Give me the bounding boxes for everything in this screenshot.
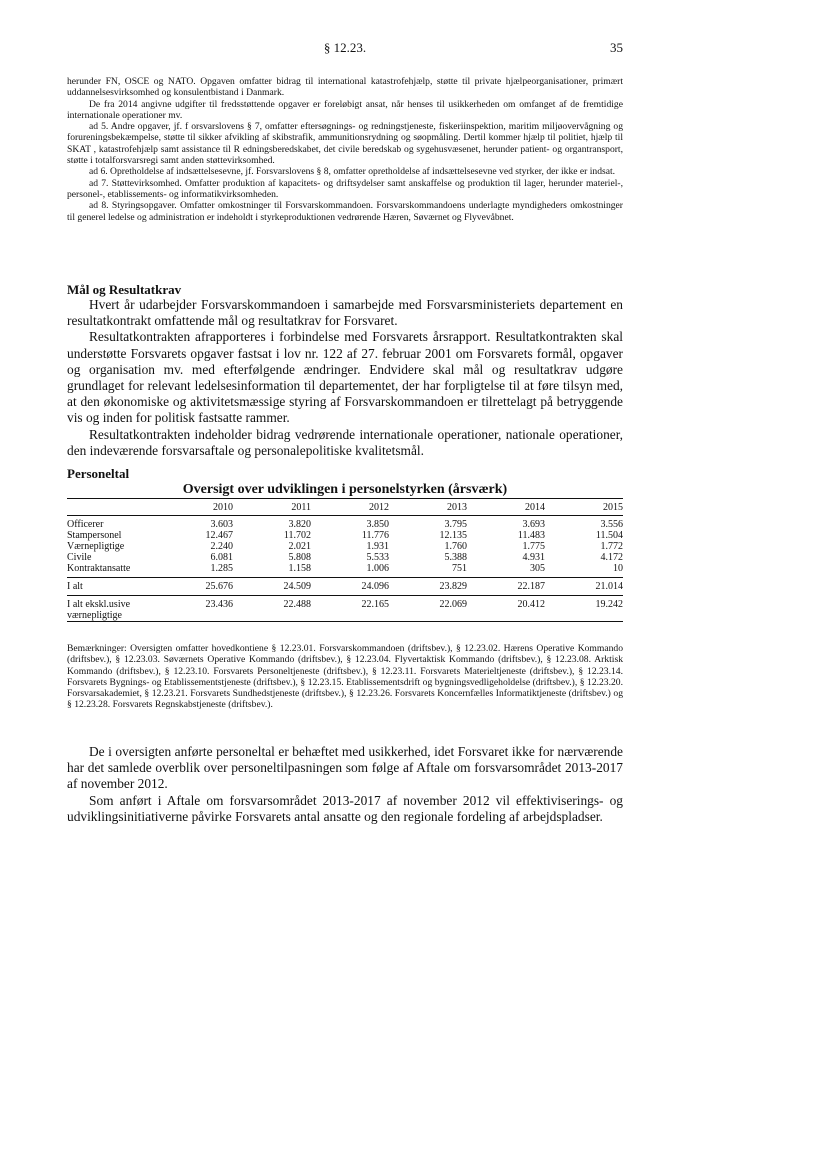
row-label: Stampersonel: [67, 530, 122, 541]
table-cell: 11.504: [595, 530, 623, 541]
table-title: Oversigt over udviklingen i personelstyrken (årsværk): [182, 482, 508, 497]
table-cell: 3.820: [288, 519, 311, 530]
table-cell: 25.676: [155, 578, 233, 596]
table-row: [67, 516, 623, 531]
table-row: [67, 563, 623, 578]
table-cell: 6.081: [210, 552, 233, 563]
personnel-table: [67, 498, 623, 622]
row-label-line: I alt ekskl.usive: [67, 599, 131, 610]
row-label: [67, 596, 155, 622]
table-row: [67, 541, 623, 552]
body-paragraph: Hvert år udarbejder Forsvarskommandoen i samarbejde med Forsvarsministeriets departement en resultatkontrakt omfattende mål og resultatkrav for Forsvaret.: [67, 297, 623, 329]
table-row: [67, 552, 623, 563]
row-label-line: værnepligtige: [67, 610, 122, 621]
table-cell: 5.533: [366, 552, 389, 563]
table-cell: 22.488: [233, 596, 311, 622]
total-excl-row: [67, 596, 623, 622]
intro-paragraph: ad 8. Styringsopgaver. Omfatter omkostninger til Forsvarskommandoen. Forsvarskommandoens underlagte myndigheders omkostninger til generel ledelse og administration er indeholdt i styrkeproduktionen vedrørende Hæren, Søværnet og Flyvevåbnet.: [67, 200, 623, 223]
body-paragraph: Som anført i Aftale om forsvarsområdet 2013-2017 af november 2012 vil effektiviserings- og udviklingsinitiativerne påvirke Forsvarets antal ansatte og den regionale fordeling af arbejdspladser.: [67, 792, 623, 824]
table-cell: 3.603: [210, 519, 233, 530]
body-paragraph: De i oversigten anførte personeltal er behæftet med usikkerhed, idet Forsvaret ikke for nærværende har det samlede overblik over personeltilpasningen som følge af Aftale om forsvarsområdet 2013-2017 af november 2012.: [67, 744, 623, 792]
year-header: 2012: [311, 499, 389, 516]
closing-body: [67, 744, 623, 825]
table-cell: 11.702: [283, 530, 311, 541]
table-cell: 4.172: [600, 552, 623, 563]
table-note: Bemærkninger: Oversigten omfatter hovedkontiene § 12.23.01. Forsvarskommandoen (driftsbev.), § 12.23.02. Hærens Operative Kommando (driftsbev.), § 12.23.03. Søværnets Operative Kommando (driftsbev.), § 12.23.04. Flyvertaktisk Kommando (driftsbev.), § 12.23.08. Arktisk Kommando (driftsbev.), § 12.23.10. Forsvarets Personeltjeneste (driftsbev.), § 12.23.11. Forsvarets Materieltjeneste (driftsbev.), § 12.23.14. Forsvarets Bygnings- og Etablissementstjeneste (driftsbev.), § 12.23.15. Etablissementsdrift og bygningsvedligeholdelse (driftsbev.), § 12.23.20. Forsvarsakademiet, § 12.23.21. Forsvarets Sundhedstjeneste (driftsbev.), § 12.23.26. Forsvarets Koncernfælles Informatiktjeneste (driftsbev.) og § 12.23.28. Forsvarets Regnskabstjeneste (driftsbev.).: [67, 643, 623, 711]
table-cell: 11.776: [361, 530, 389, 541]
total-row: [67, 578, 623, 596]
table-cell: 1.775: [522, 541, 545, 552]
table-cell: 12.467: [205, 530, 233, 541]
table-cell: 12.135: [439, 530, 467, 541]
intro-paragraph: De fra 2014 angivne udgifter til fredsstøttende opgaver er foreløbigt ansat, når henses til usikkerheden om omfanget af de fremtidige internationale operationer mv.: [67, 98, 623, 121]
table-cell: 3.795: [444, 519, 467, 530]
table-cell: 1.158: [288, 563, 311, 574]
table-cell: 19.242: [545, 596, 623, 622]
table-cell: 22.187: [467, 578, 545, 596]
table-cell: 23.436: [155, 596, 233, 622]
body-paragraph: Resultatkontrakten afrapporteres i forbindelse med Forsvarets årsrapport. Resultatkontrakten skal understøtte Forsvarets opgaver fastsat i lov nr. 122 af 27. februar 2001 om Forsvarets formål, opgaver og organisation mv. med efterfølgende ændringer. Endvidere skal mål og resultatkrav udgøre grundlaget for relevant ledelsesinformation til departementet, der har forpligtelse til at føre tilsyn med, at den økonomiske og aktivitetsmæssige styring af Forsvarskommandoen er tilrettelagt på betryggende vis og inden for politisk fastsatte rammer.: [67, 329, 623, 426]
intro-paragraph: ad 6. Opretholdelse af indsættelsesevne, jf. Forsvarslovens § 8, omfatter opretholdelse af indsættelsesevne ved styrker, der ikke er indsat.: [89, 166, 616, 178]
year-header: 2010: [155, 499, 233, 516]
table-cell: 5.388: [444, 552, 467, 563]
intro-notes: [67, 76, 623, 223]
intro-paragraph: herunder FN, OSCE og NATO. Opgaven omfatter bidrag til international katastrofehjælp, støtte til private hjælpeorganisationer, primært uddannelsesvirksomhed og konsulentbistand i Danmark.: [67, 76, 623, 99]
table-cell: 5.808: [288, 552, 311, 563]
table-cell: 2.240: [210, 541, 233, 552]
table-cell: 305: [530, 563, 545, 574]
year-header: 2014: [467, 499, 545, 516]
body-paragraph: Resultatkontrakten indeholder bidrag vedrørende internationale operationer, nationale operationer, den indeværende forsvarsaftale og personalepolitiske kvalitetsmål.: [67, 426, 623, 458]
table-cell: 21.014: [545, 578, 623, 596]
table-cell: 22.165: [311, 596, 389, 622]
table-cell: 3.693: [522, 519, 545, 530]
row-label: I alt: [67, 578, 155, 596]
year-header: 2015: [545, 499, 623, 516]
table-cell: 1.772: [600, 541, 623, 552]
table-cell: 10: [613, 563, 623, 574]
table-cell: 20.412: [467, 596, 545, 622]
table-cell: 24.096: [311, 578, 389, 596]
section-reference: § 12.23.: [323, 40, 367, 55]
intro-paragraph: ad 5. Andre opgaver, jf. f orsvarslovens § 7, omfatter eftersøgnings- og redningstjeneste, fiskeriinspektion, maritim miljøovervågning og forureningsbekæmpelse, støtte til sikker afvikling af skibstrafik, ammunitionsrydning og søopmåling. Dertil kommer hjælp til politiet, hjælp til SKAT , katastrofehjælp samt assistance til R edningsberedskabet, det civile beredskab og sygehusvæsenet, herunder patient- og organtransport, støtte i totalforsvarsregi samt anden støttevirksomhed.: [67, 121, 623, 167]
table-cell: 24.509: [233, 578, 311, 596]
header-label-cell: [67, 499, 155, 516]
maal-heading: Mål og Resultatkrav: [67, 282, 182, 297]
table-cell: 3.850: [366, 519, 389, 530]
personeltal-heading: Personeltal: [67, 466, 130, 481]
maal-body: [67, 297, 623, 459]
table-cell: 1.006: [366, 563, 389, 574]
year-header: 2013: [389, 499, 467, 516]
table-cell: 2.021: [288, 541, 311, 552]
row-label: Værnepligtige: [67, 541, 125, 552]
page-number: 35: [610, 40, 623, 55]
table-row: [67, 530, 623, 541]
table-cell: 23.829: [389, 578, 467, 596]
intro-paragraph: ad 7. Støttevirksomhed. Omfatter produktion af kapacitets- og driftsydelser samt anskaffelse og produktion til lager, herunder materiel-, personel-, etablissements- og informatikvirksomheden.: [67, 177, 623, 200]
row-label: Kontraktansatte: [67, 563, 131, 574]
table-header-row: [67, 499, 623, 516]
table-cell: 4.931: [522, 552, 545, 563]
year-header: 2011: [233, 499, 311, 516]
page-header: [67, 40, 623, 56]
table-cell: 1.285: [210, 563, 233, 574]
table-cell: 751: [452, 563, 467, 574]
table-cell: 1.931: [366, 541, 389, 552]
row-label: Officerer: [67, 519, 104, 530]
table-cell: 3.556: [600, 519, 623, 530]
table-cell: 11.483: [517, 530, 545, 541]
table-cell: 1.760: [444, 541, 467, 552]
table-cell: 22.069: [389, 596, 467, 622]
row-label: Civile: [67, 552, 92, 563]
